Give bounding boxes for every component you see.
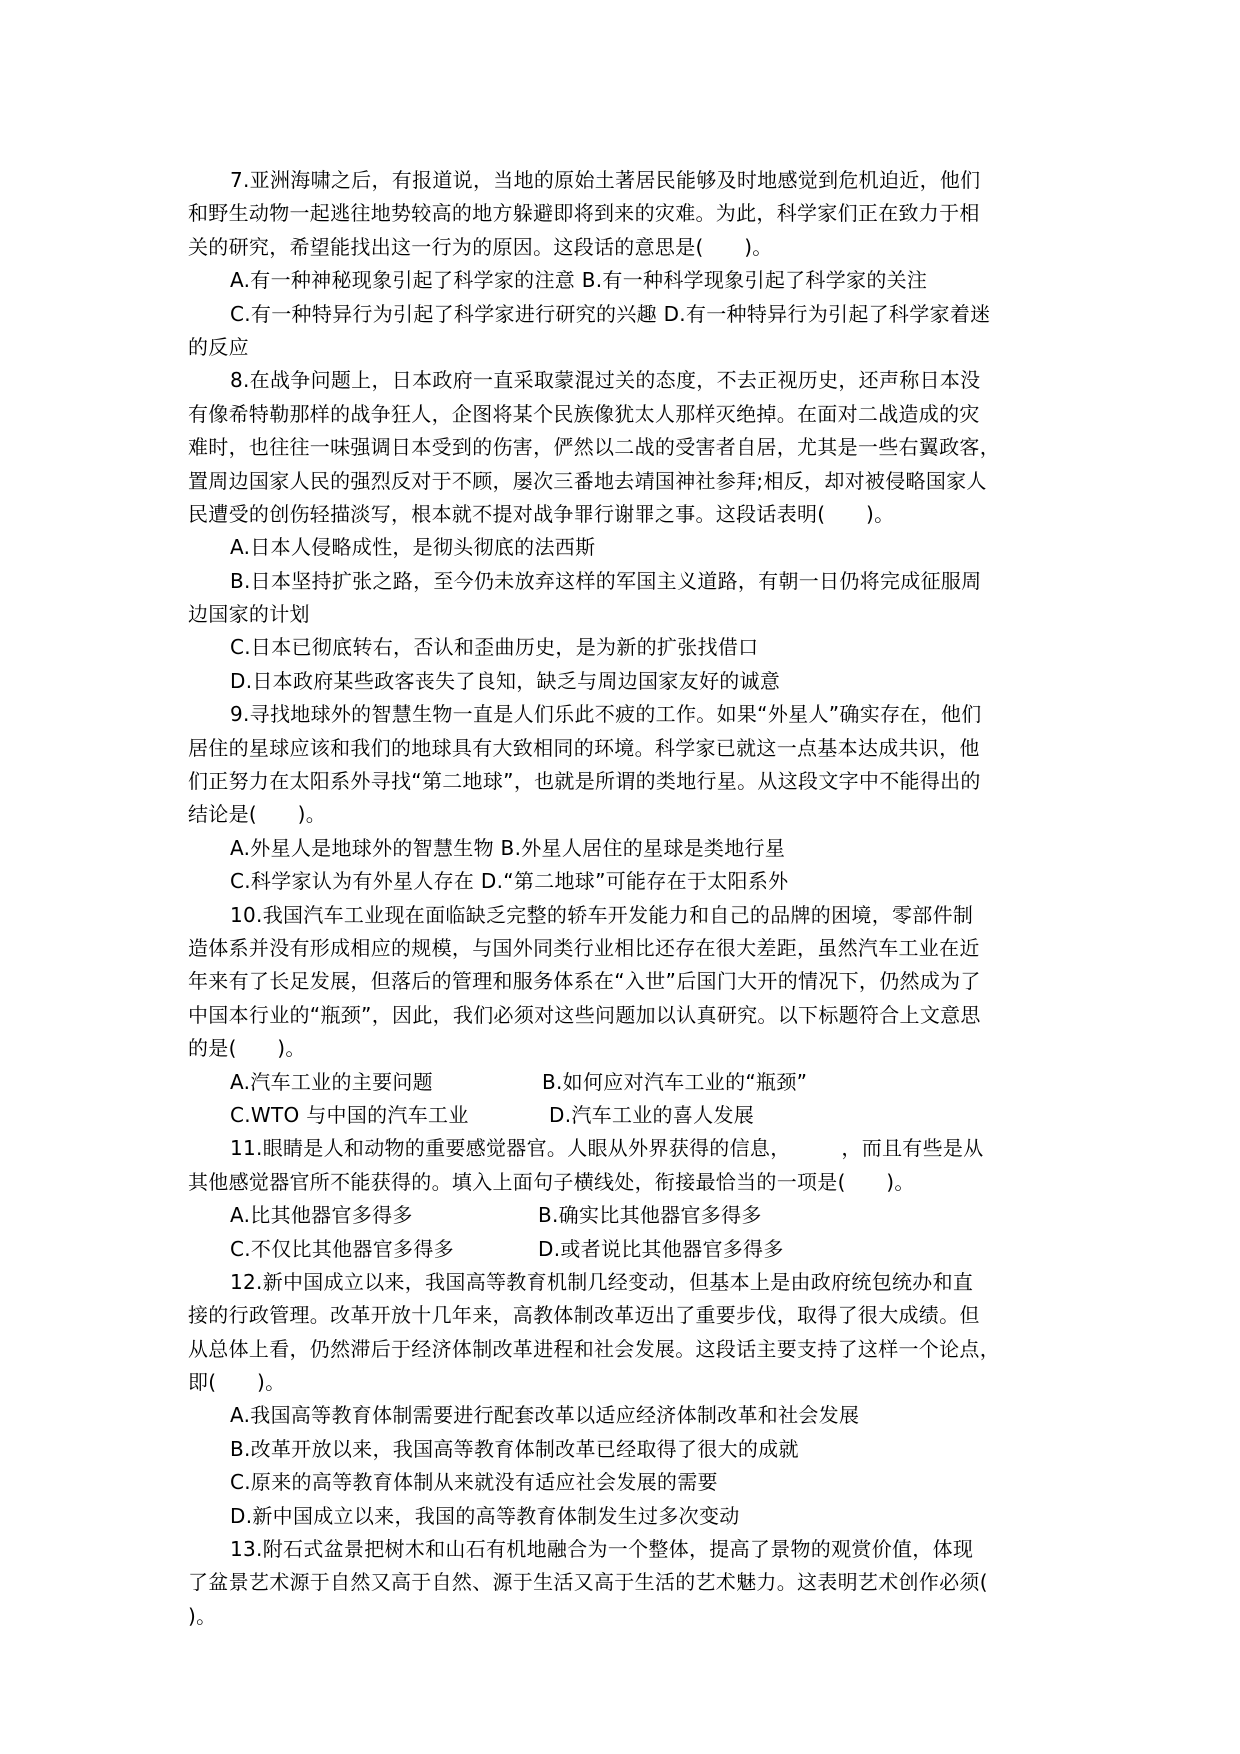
question-stem-line: 即( )。 — [188, 1370, 286, 1395]
option-line: 的反应 — [188, 334, 249, 359]
question-11 — [188, 1132, 1068, 1266]
question-stem-line: 置周边国家人民的强烈反对于不顾，屡次三番地去靖国神社参拜;相反，却对被侵略国家人 — [188, 468, 987, 493]
option-line: A.外星人是地球外的智慧生物 B.外星人居住的星球是类地行星 — [230, 835, 786, 860]
question-stem-line: 接的行政管理。改革开放十几年来，高教体制改革迈出了重要步伐，取得了很大成绩。但 — [188, 1303, 980, 1328]
question-stem-line: 中国本行业的“瓶颈”，因此，我们必须对这些问题加以认真研究。以下标题符合上文意思 — [188, 1002, 981, 1027]
option-a: A.汽车工业的主要问题 — [230, 1069, 433, 1094]
question-stem-line: 从总体上看，仍然滞后于经济体制改革进程和社会发展。这段话主要支持了这样一个论点， — [188, 1336, 1000, 1361]
question-stem-line: 结论是( )。 — [188, 802, 327, 827]
question-stem-line: 的是( )。 — [188, 1036, 306, 1061]
option-c: C.WTO 与中国的汽车工业 — [230, 1102, 469, 1127]
option-b: B.确实比其他器官多得多 — [538, 1203, 762, 1228]
option-line: 边国家的计划 — [188, 602, 310, 627]
option-line: D.日本政府某些政客丧失了良知，缺乏与周边国家友好的诚意 — [230, 668, 781, 693]
question-stem-line: 10.我国汽车工业现在面临缺乏完整的轿车开发能力和自己的品牌的困境，零部件制 — [230, 902, 974, 927]
option-pair-line — [188, 1066, 1068, 1099]
question-stem-line: 和野生动物一起逃往地势较高的地方躲避即将到来的灾难。为此，科学家们正在致力于相 — [188, 201, 980, 226]
question-stem-line: 年来有了长足发展，但落后的管理和服务体系在“入世”后国门大开的情况下，仍然成为了 — [188, 969, 981, 994]
question-stem-line: 13.附石式盆景把树木和山石有机地融合为一个整体，提高了景物的观赏价值，体现 — [230, 1537, 974, 1562]
question-stem-line: 9.寻找地球外的智慧生物一直是人们乐此不疲的工作。如果“外星人”确实存在，他们 — [230, 702, 982, 727]
question-stem-line: 民遭受的创伤轻描淡写，根本就不提对战争罪行谢罪之事。这段话表明( )。 — [188, 501, 895, 526]
question-7 — [188, 164, 1068, 364]
document-page — [188, 164, 1068, 1633]
question-8 — [188, 364, 1068, 698]
option-line: C.科学家认为有外星人存在 D.“第二地球”可能存在于太阳系外 — [230, 869, 789, 894]
question-stem-line: 难时，也往往一味强调日本受到的伤害，俨然以二战的受害者自居，尤其是一些右翼政客， — [188, 435, 1000, 460]
question-stem-line: 有像希特勒那样的战争狂人，企图将某个民族像犹太人那样灭绝掉。在面对二战造成的灾 — [188, 401, 980, 426]
option-b: B.如何应对汽车工业的“瓶颈” — [542, 1069, 808, 1094]
question-stem-line: )。 — [188, 1603, 217, 1628]
question-stem-line: 11.眼睛是人和动物的重要感觉器官。人眼从外界获得的信息， ，而且有些是从 — [230, 1136, 984, 1161]
option-line: A.我国高等教育体制需要进行配套改革以适应经济体制改革和社会发展 — [230, 1403, 860, 1428]
question-stem-line: 了盆景艺术源于自然又高于自然、源于生活又高于生活的艺术魅力。这表明艺术创作必须( — [188, 1570, 988, 1595]
option-pair-line — [188, 1099, 1068, 1132]
option-line: A.有一种神秘现象引起了科学家的注意 B.有一种科学现象引起了科学家的关注 — [230, 268, 928, 293]
question-10 — [188, 899, 1068, 1133]
option-d: D.汽车工业的喜人发展 — [549, 1102, 755, 1127]
option-c: C.不仅比其他器官多得多 — [230, 1236, 454, 1261]
option-pair-line — [188, 1233, 1068, 1266]
question-stem-line: 12.新中国成立以来，我国高等教育机制几经变动，但基本上是由政府统包统办和直 — [230, 1269, 974, 1294]
option-line: C.日本已彻底转右，否认和歪曲历史，是为新的扩张找借口 — [230, 635, 759, 660]
question-stem-line: 居住的星球应该和我们的地球具有大致相同的环境。科学家已就这一点基本达成共识，他 — [188, 735, 980, 760]
question-stem-line: 关的研究，希望能找出这一行为的原因。这段话的意思是( )。 — [188, 234, 773, 259]
question-12 — [188, 1266, 1068, 1533]
question-9 — [188, 698, 1068, 898]
question-stem-line: 7.亚洲海啸之后，有报道说，当地的原始土著居民能够及时地感觉到危机迫近，他们 — [230, 168, 981, 192]
question-stem-line: 们正努力在太阳系外寻找“第二地球”，也就是所谓的类地行星。从这段文字中不能得出的 — [188, 769, 981, 794]
question-stem-line: 8.在战争问题上，日本政府一直采取蒙混过关的态度，不去正视历史，还声称日本没 — [230, 368, 981, 393]
option-line: B.日本坚持扩张之路，至今仍未放弃这样的军国主义道路，有朝一日仍将完成征服周 — [230, 568, 982, 593]
option-a: A.比其他器官多得多 — [230, 1203, 413, 1228]
option-line: A.日本人侵略成性，是彻头彻底的法西斯 — [230, 535, 596, 560]
option-pair-line — [188, 1199, 1068, 1232]
option-line: D.新中国成立以来，我国的高等教育体制发生过多次变动 — [230, 1503, 740, 1528]
question-13 — [188, 1533, 1068, 1633]
option-line: C.有一种特异行为引起了科学家进行研究的兴趣 D.有一种特异行为引起了科学家着迷 — [230, 301, 991, 326]
question-stem-line: 造体系并没有形成相应的规模，与国外同类行业相比还存在很大差距，虽然汽车工业在近 — [188, 935, 980, 960]
option-d: D.或者说比其他器官多得多 — [538, 1236, 784, 1261]
option-line: B.改革开放以来，我国高等教育体制改革已经取得了很大的成就 — [230, 1436, 799, 1461]
option-line: C.原来的高等教育体制从来就没有适应社会发展的需要 — [230, 1470, 718, 1495]
question-stem-line: 其他感觉器官所不能获得的。填入上面句子横线处，衔接最恰当的一项是( )。 — [188, 1169, 915, 1194]
